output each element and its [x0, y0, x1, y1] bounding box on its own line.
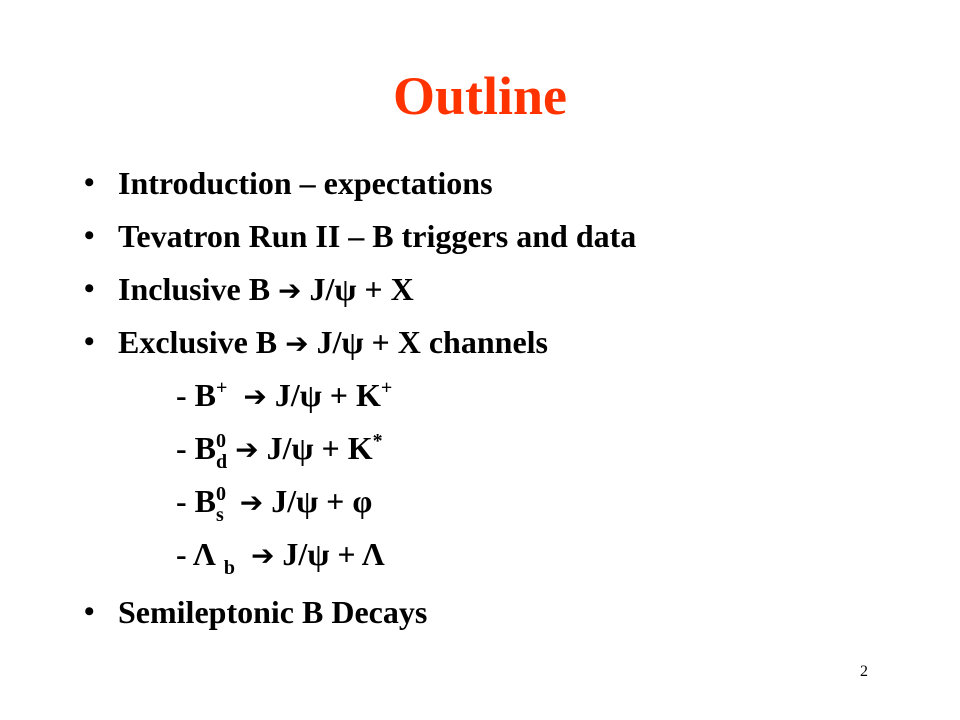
particle-sup: +	[216, 377, 228, 399]
sub-item-text	[176, 375, 392, 417]
arrow-right-icon: ➔	[250, 539, 275, 572]
arrow-right-icon: ➔	[278, 274, 302, 307]
bullet-dot: •	[84, 219, 95, 252]
dash: -	[176, 483, 195, 519]
particle-sup: 0	[216, 483, 226, 505]
particle-sub: b	[223, 557, 235, 579]
bullet-dot: •	[84, 272, 95, 305]
arrow-right-icon: ➔	[235, 433, 259, 466]
page-number: 2	[860, 663, 868, 680]
bullet-text: Introduction – expectations	[118, 165, 493, 201]
bullet-text	[118, 269, 414, 311]
particle: B	[194, 377, 216, 413]
product-sup: *	[372, 430, 383, 452]
decay-products: J/ψ + K	[258, 430, 373, 466]
sub-item-text	[176, 481, 373, 526]
decay-products: J/ψ + X channels	[308, 324, 548, 360]
particle-sup: 0	[216, 430, 226, 452]
product-sup: +	[380, 377, 393, 399]
slide-title: Outline	[392, 66, 568, 126]
arrow-right-icon: ➔	[239, 486, 264, 519]
decay-products: J/ψ + Λ	[274, 536, 385, 572]
dash: -	[176, 430, 195, 466]
particle-sub: s	[216, 504, 224, 526]
bullet-text: Tevatron Run II – B triggers and data	[118, 218, 637, 254]
decay-products: J/ψ + K	[266, 377, 381, 413]
decay-parent: Exclusive B	[118, 324, 286, 360]
arrow-right-icon: ➔	[285, 327, 309, 360]
bullet-dot: •	[84, 166, 95, 199]
decay-products: J/ψ + φ	[263, 483, 373, 519]
decay-parent: Inclusive B	[118, 271, 279, 307]
bullet-text	[118, 322, 548, 364]
dash: -	[176, 536, 193, 572]
bullet-dot: •	[84, 325, 95, 358]
bullet-text: Semileptonic B Decays	[118, 594, 428, 630]
particle: B	[194, 483, 216, 519]
particle-sub: d	[216, 451, 228, 473]
dash: -	[176, 377, 195, 413]
arrow-right-icon: ➔	[243, 380, 267, 413]
decay-products: J/ψ + X	[301, 271, 414, 307]
particle: Λ	[192, 536, 224, 572]
bullet-dot: •	[84, 595, 95, 628]
particle: B	[194, 430, 216, 466]
sub-item-text	[176, 428, 383, 473]
sub-item-text	[176, 534, 385, 579]
